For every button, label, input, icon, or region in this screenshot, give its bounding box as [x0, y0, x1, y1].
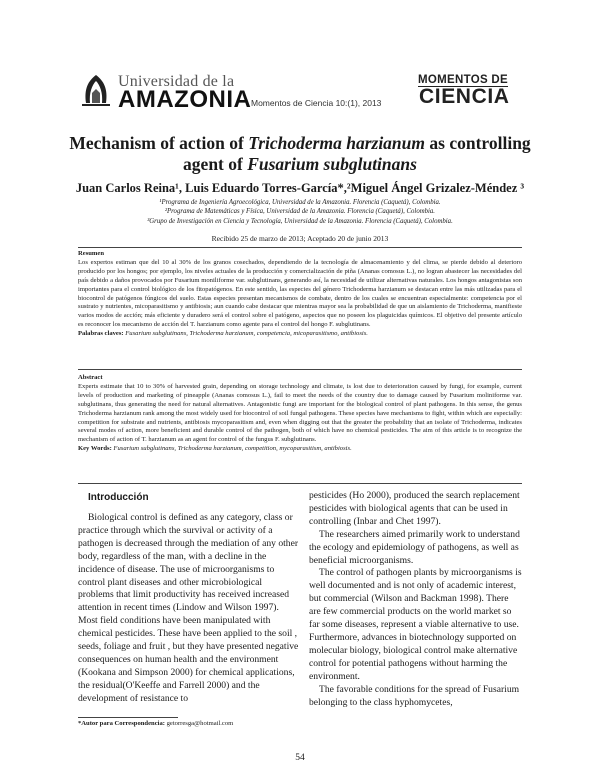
- page-number: 54: [295, 753, 305, 763]
- left-column: [78, 512, 300, 706]
- affiliations: [60, 198, 540, 226]
- resumen-body: Los expertos estiman que del 10 al 30% de los granos cosechados, dependiendo de la tecnología de almacenamiento y del clima, se pierde debido al deterioro producido por los hongos; por ejemplo, los niveles actuales de la producción y comercialización de piña (Ananas comosus L.), no logran abastecer las necesidades del país debido a daños provocados por Fusarium moniliforme var. subglutinans, generando así, la necesidad de utilizar alternativas naturales. Los hongos antagonistas son importantes para el control biológico de los fitopatógenos. En este sentido, las especies del género Trichoderma harzianum se destacan entre las más utilizadas para el biocontrol de patógenos fúngicos del suelo. Estas especies presentan mecanismos de combate, dentro de los cuales se encuentran especialmente: competencia por el sustrato y nutrientes, micoparasitismo y antibiosis; aun cuando cabe destacar que mientras mayor sea la probabilidad de que un aislamiento de Trichoderma, manifieste varios modos de acción; más eficiente y duradero será el control sobre el patógeno, aspectos que no poseen los plaguicidas químicos. El objetivo del presente artículo es reconocer los mecanismo de acción del T. harzianum como agente para el control del hongo F. subglutinans.: [78, 258, 522, 329]
- abstract-body: Experts estimate that 10 to 30% of harvested grain, depending on storage technology and climate, is lost due to deterioration caused by fungi, for example, current levels of production and marketing of pineapple (Ananas comosus L.), fail to meet the needs of the country due to damage caused by Fusarium moliniforme var. subglutinans, thus generating the need for natural alternatives. Antagonistic fungi are important for the biological control of plant pathogens. In this sense, the genus Trichoderma harzianum rank among the most widely used for biocontrol of soil fungal pathogens. These species have mechanisms to fight, within which are especially: competition for substrate and nutrients, antibiosis mycoparasitism and, even when digging out that the greater the probability that an isolate of Trichoderma, indicates several modes of action, more beneficient and durable control of the pathogen, both of which have no chemical pesticides. The aim of this article is to recognize the mechanism of action of T. harzianum as an agent for control of the fungus F. subglutinans.: [78, 382, 522, 444]
- paragraph: pesticides (Ho 2000), produced the search replacement pesticides with biological agents that can be used in controlling (Inbar and Chet 1997).: [309, 490, 520, 527]
- right-column: [309, 490, 522, 709]
- paragraph: Biological control is defined as any category, class or practice through which the survival or activity of a pathogen is decreased through the mediation of any other body, regardless of the man, with a decline in the incidence of disease. The use of microorganisms to control plant diseases and other microbiological problems that limit productivity has received increased attention in recent times (Lindow and Wilson 1997). Most field conditions have been manipulated with chemical pesticides. These have been applied to the soil , seeds, foliage and fruit , but they have presented negative consequences on human health and the environment (Kookana and Simpson 2000) for chemical applications, the residual(O'Keeffe and Farrell 2000) and the development of resistance to: [78, 512, 299, 704]
- correspondence-note: [78, 720, 233, 727]
- paper-title: [60, 133, 540, 175]
- correspondence-label: *Autor para Correspondencia:: [78, 720, 165, 727]
- paragraph: The researchers aimed primarily work to understand the ecology and epidemiology of pathogens, as well as beneficial microorganisms.: [309, 528, 520, 566]
- journal-reference: Momentos de Ciencia 10:(1), 2013: [251, 98, 382, 108]
- received-dates: Recibido 25 de marzo de 2013; Aceptado 20 de junio 2013: [211, 234, 389, 243]
- section-heading-introduccion: Introducción: [88, 492, 149, 503]
- divider: [78, 369, 522, 370]
- university-name-line1: Universidad de la: [118, 73, 235, 90]
- university-name-line2: AMAZONIA: [118, 86, 252, 113]
- paragraph: The favorable conditions for the spread of Fusarium belonging to the class hyphomycetes,: [309, 683, 520, 708]
- university-logo: [78, 73, 278, 111]
- abstract-keywords: [78, 445, 522, 454]
- resumen-heading: Resumen: [78, 250, 105, 257]
- journal-logo-line2: CIENCIA: [419, 85, 510, 108]
- paragraph: The control of pathogen plants by microorganisms is well documented and is not only of academic interest, but commercial (Wilson and Backman 1998). There are few commercial products on the world market so far some diseases, represent a viable alternative to use. Furthermore, advances in biotechnology supported on molecular biology, biological control make alternative control for potential pathogens without harming the environment.: [309, 567, 522, 682]
- abstract-block: [78, 374, 522, 454]
- resumen-keywords-label: Palabras claves:: [78, 330, 124, 338]
- resumen-keywords: [78, 330, 522, 339]
- resumen-keywords-text: Fusarium subglutinans, Trichoderma harzianum, competencia, micoparasitismo, antibiosis.: [125, 330, 368, 338]
- title-species-1: Trichoderma harzianum: [248, 133, 426, 153]
- title-part: Mechanism of action of: [69, 133, 249, 153]
- correspondence-email[interactable]: getorresga@hotmail.com: [166, 720, 234, 727]
- footnote-divider: [78, 717, 178, 718]
- affiliation-1: ¹Programa de Ingeniería Agroecológica, Universidad de la Amazonia. Florencia (Caquetá), Colombia.: [159, 199, 441, 206]
- abstract-heading: Abstract: [78, 374, 103, 381]
- divider: [78, 483, 522, 484]
- authors: Juan Carlos Reina¹, Luis Eduardo Torres-García*,²Miguel Ángel Grizalez-Méndez ³: [75, 181, 525, 195]
- journal-logo: [418, 74, 520, 112]
- abstract-keywords-label: Key Words:: [78, 445, 112, 453]
- affiliation-2: ²Programa de Matemáticas y Física, Universidad de la Amazonia. Florencia (Caquetá), Colombia.: [164, 208, 436, 216]
- university-emblem-icon: [78, 73, 114, 109]
- divider: [78, 247, 522, 248]
- affiliation-3: ³Grupo de Investigación en Ciencia y Tecnología, Universidad de la Amazonia. Florencia (Caquetá), Colombia.: [147, 217, 453, 225]
- abstract-keywords-text: Fusarium subglutinans, Trichoderma harzianum, competition, mycoparasitism, antibiosis.: [113, 445, 352, 453]
- resumen-block: [78, 250, 522, 339]
- journal-logo-line1: MOMENTOS DE: [418, 74, 508, 86]
- title-species-2: Fusarium subglutinans: [247, 154, 417, 174]
- title-part: as controlling agent of: [183, 133, 531, 174]
